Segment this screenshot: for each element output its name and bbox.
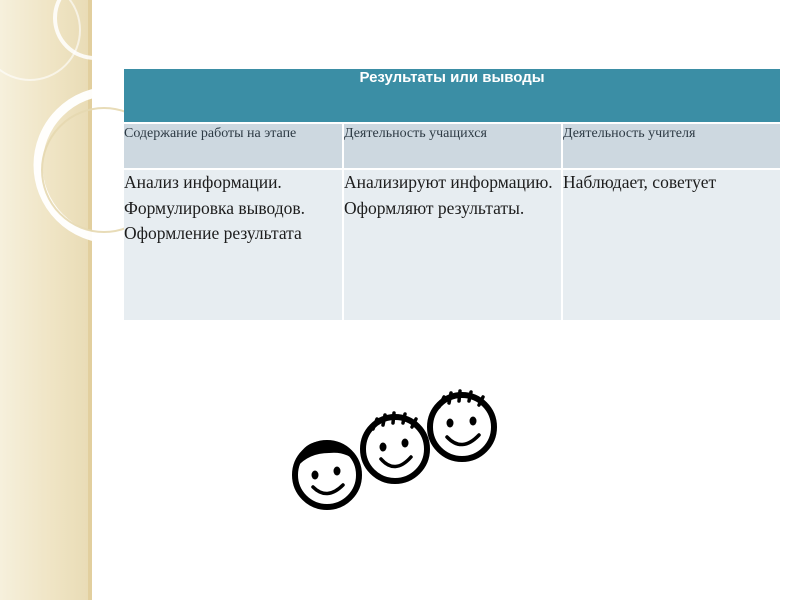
column-header-teacher: Деятельность учителя — [562, 123, 780, 169]
table-header-row — [124, 123, 780, 169]
circle-ornament-icon — [0, 0, 140, 260]
cell-teacher-activity: Наблюдает, советует — [562, 169, 780, 320]
smiley-faces-icon — [285, 385, 505, 525]
table-row — [124, 169, 780, 320]
table-title: Результаты или выводы — [124, 69, 780, 123]
column-header-students: Деятельность учащихся — [343, 123, 562, 169]
column-header-stage-content: Содержание работы на этапе — [124, 123, 343, 169]
smiley-face-right-icon — [430, 391, 494, 459]
results-table — [124, 69, 780, 320]
cell-students-activity: Анализируют информацию. Оформляют результаты. — [343, 169, 562, 320]
smiley-face-middle-icon — [363, 413, 427, 481]
cell-stage-content: Анализ информации. Формулировка выводов. Оформление результата — [124, 169, 343, 320]
table-title-row — [124, 69, 780, 123]
smiley-face-left-icon — [295, 441, 359, 507]
